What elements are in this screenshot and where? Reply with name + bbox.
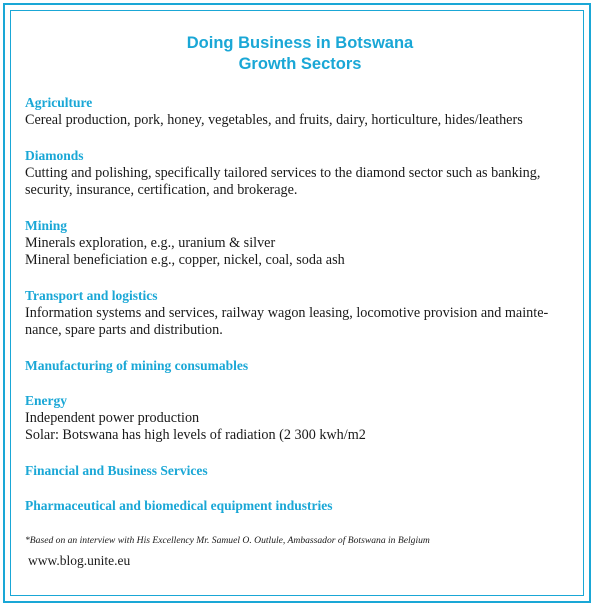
source-url: www.blog.unite.eu <box>28 553 131 568</box>
sector-title: Manufacturing of mining consumables <box>25 357 249 373</box>
sector-line: nance, spare parts and distribution. <box>25 322 223 338</box>
sector-energy <box>25 392 580 445</box>
sector-diamonds <box>25 147 580 200</box>
title-line-1: Doing Business in Botswana <box>186 34 414 52</box>
sector-line: Solar: Botswana has high levels of radiation (2 300 kwh/m2 <box>25 427 366 443</box>
sector-title: Pharmaceutical and biomedical equipment industries <box>25 497 333 513</box>
sector-title: Financial and Business Services <box>25 462 208 478</box>
sector-agriculture <box>25 94 580 130</box>
sector-title: Transport and logistics <box>25 287 158 303</box>
sector-line: Minerals exploration, e.g., uranium & silver <box>25 234 276 251</box>
sector-line: security, insurance, certification, and brokerage. <box>25 182 298 198</box>
sector-title: Energy <box>25 392 67 408</box>
sector-mining <box>25 217 580 270</box>
sector-title: Mining <box>25 217 68 233</box>
sector-manufacturing <box>25 357 580 375</box>
sectors-list <box>25 94 580 532</box>
sector-line: Mineral beneficiation e.g., copper, nickel, coal, soda ash <box>25 252 345 268</box>
sector-title: Diamonds <box>25 147 84 163</box>
sector-line: Cutting and polishing, specifically tailored services to the diamond sector such as banking, <box>25 164 541 181</box>
sector-line: Cereal production, pork, honey, vegetables, and fruits, dairy, horticulture, hides/leathers <box>25 112 523 128</box>
footnote: *Based on an interview with His Excellency Mr. Samuel O. Outlule, Ambassador of Botswana in Belgium <box>25 535 430 546</box>
title-line-2: Growth Sectors <box>238 55 362 73</box>
sector-pharmaceutical <box>25 497 580 515</box>
sector-line: Information systems and services, railway wagon leasing, locomotive provision and mainte- <box>25 304 549 321</box>
sector-title: Agriculture <box>25 95 93 110</box>
sector-financial <box>25 462 580 480</box>
sector-line: Independent power production <box>25 409 200 426</box>
sector-transport <box>25 287 580 340</box>
